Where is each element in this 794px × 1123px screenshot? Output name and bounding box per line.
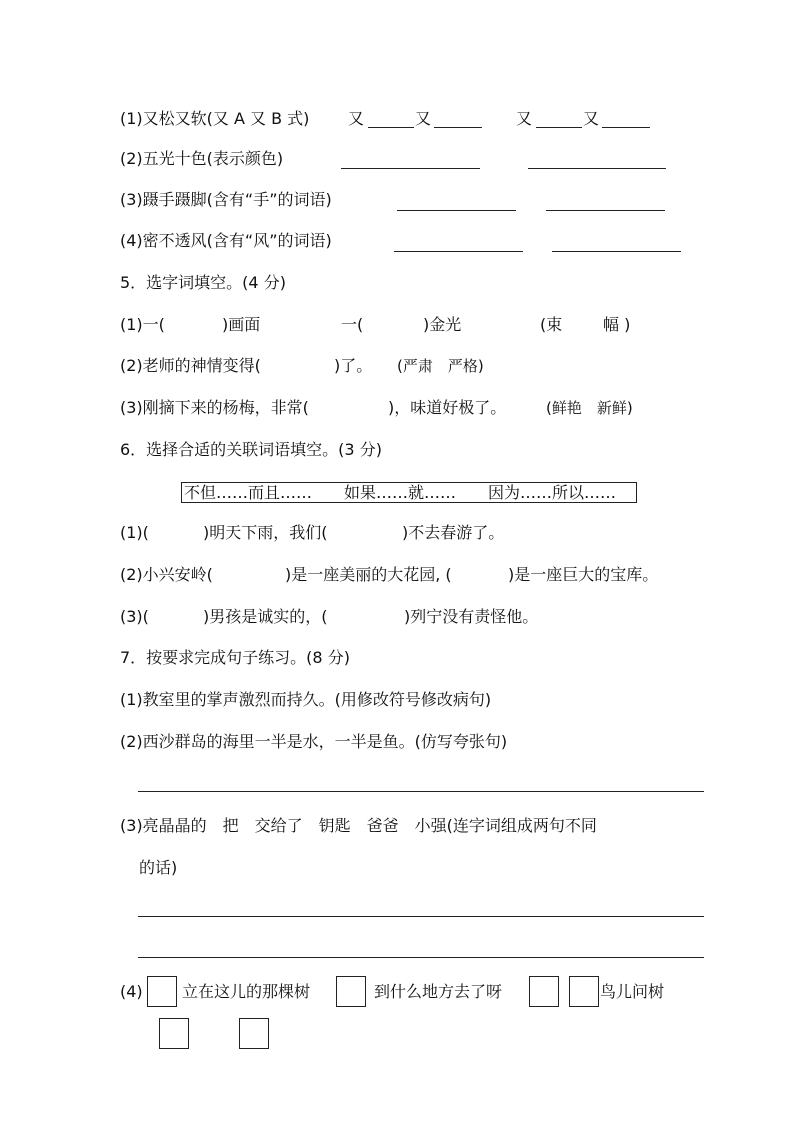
q5-line-1-part-d: )金光 <box>423 315 462 334</box>
writing-line[interactable] <box>138 957 704 958</box>
q4-item-1-you-1: 又 <box>348 109 365 128</box>
q7-sentence-1: (1)教室里的掌声激烈而持久。(用修改符号修改病句) <box>120 690 492 709</box>
q7-sentence-4-number: (4) <box>120 982 143 1001</box>
q4-item-4-label: (4)密不透风(含有“风”的词语) <box>120 231 332 250</box>
q5-line-3-options: (鲜艳 新鲜) <box>546 399 633 417</box>
q5-line-3-part-a: (3)刚摘下来的杨梅，非常( <box>120 398 309 417</box>
punctuation-box[interactable] <box>336 976 366 1007</box>
q4-item-1-label: (1)又松又软(又 A 又 B 式) <box>120 109 310 128</box>
q5-line-3-part-b: )，味道好极了。 <box>388 398 507 417</box>
punctuation-box[interactable] <box>529 976 559 1007</box>
answer-blank[interactable] <box>368 127 414 128</box>
answer-blank[interactable] <box>341 168 480 169</box>
q5-line-1-part-a: (1)一( <box>120 315 165 334</box>
q6-line-1-part-c: )不去春游了。 <box>402 523 505 542</box>
answer-blank[interactable] <box>528 168 666 169</box>
keyword-1: 不但……而且…… <box>184 483 313 502</box>
punctuation-box[interactable] <box>239 1018 269 1049</box>
q7-title: 7．按要求完成句子练习。(8 分) <box>120 648 350 667</box>
punctuation-box[interactable] <box>159 1018 189 1049</box>
answer-blank[interactable] <box>552 251 681 252</box>
q7-sentence-2: (2)西沙群岛的海里一半是水，一半是鱼。(仿写夸张句) <box>120 732 508 751</box>
q7-sentence-3-line-2: 的话) <box>139 858 178 877</box>
q5-title: 5．选字词填空。(4 分) <box>120 273 286 292</box>
q6-line-1-part-a: (1)( <box>120 523 149 542</box>
answer-blank[interactable] <box>434 127 482 128</box>
q4-item-1-you-3: 又 <box>516 109 533 128</box>
punctuation-box[interactable] <box>147 976 177 1007</box>
q4-item-1-you-4: 又 <box>583 109 600 128</box>
q6-title: 6．选择合适的关联词语填空。(3 分) <box>120 440 382 459</box>
answer-blank[interactable] <box>394 251 523 252</box>
q5-line-2-options: (严肃 严格) <box>397 357 484 375</box>
keyword-3: 因为……所以…… <box>488 483 617 502</box>
q7-sentence-4-part-1: 立在这儿的那棵树 <box>182 982 311 1001</box>
q4-item-2-label: (2)五光十色(表示颜色) <box>120 149 284 168</box>
q6-line-3-part-b: )男孩是诚实的，( <box>203 607 328 626</box>
q4-item-3-label: (3)蹑手蹑脚(含有“手”的词语) <box>120 190 332 209</box>
keyword-2: 如果……就…… <box>344 483 457 502</box>
writing-line[interactable] <box>138 791 704 792</box>
q7-sentence-4-part-2: 到什么地方去了呀 <box>374 982 503 1001</box>
q6-line-2-part-a: (2)小兴安岭( <box>120 565 213 584</box>
q5-line-1-option-b: 幅 ) <box>603 315 631 334</box>
q7-sentence-3-line-1: (3)亮晶晶的 把 交给了 钥匙 爸爸 小强(连字词组成两句不同 <box>120 816 597 835</box>
q5-line-1-part-b: )画面 <box>222 315 261 334</box>
q6-line-2-part-c: )是一座巨大的宝库。 <box>508 565 659 584</box>
q6-line-2-part-b: )是一座美丽的大花园, ( <box>285 565 452 584</box>
q4-item-1-you-2: 又 <box>415 109 432 128</box>
answer-blank[interactable] <box>546 210 665 211</box>
q5-line-2-part-b: )了。 <box>334 356 373 375</box>
q7-sentence-4-part-3: 鸟儿问树 <box>600 982 665 1001</box>
keyword-box <box>181 482 637 503</box>
answer-blank[interactable] <box>602 127 650 128</box>
q6-line-3-part-a: (3)( <box>120 607 149 626</box>
q5-line-1-option-a: (束 <box>540 315 563 334</box>
answer-blank[interactable] <box>397 210 516 211</box>
q5-line-1-part-c: 一( <box>341 315 364 334</box>
answer-blank[interactable] <box>536 127 582 128</box>
q5-line-2-part-a: (2)老师的神情变得( <box>120 356 261 375</box>
writing-line[interactable] <box>138 916 704 917</box>
punctuation-box[interactable] <box>569 976 599 1007</box>
q6-line-3-part-c: )列宁没有责怪他。 <box>404 607 539 626</box>
q6-line-1-part-b: )明天下雨，我们( <box>203 523 328 542</box>
